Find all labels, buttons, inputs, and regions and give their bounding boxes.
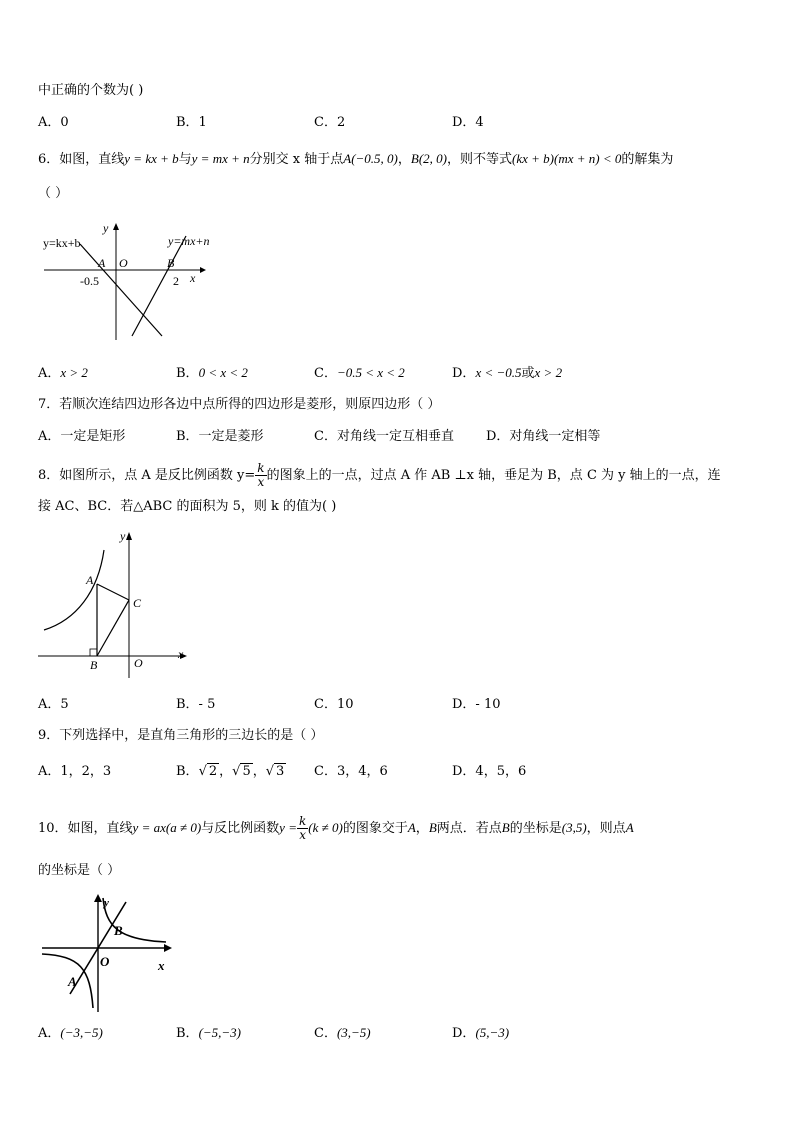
q10-label-a: A <box>68 974 77 989</box>
q9-radicand: 5 <box>242 764 251 779</box>
q8-fraction <box>255 462 266 489</box>
q6-option-b <box>176 364 248 383</box>
q6-x-arrow <box>200 267 206 273</box>
q10-text: ， <box>415 821 429 836</box>
q6-text: 的解集为 <box>621 152 674 167</box>
q10-coord: (3,5) <box>561 820 587 835</box>
q8-frac-den: x <box>257 475 265 489</box>
q10-y-arrow <box>94 894 102 902</box>
q9-radicand: 3 <box>276 764 285 779</box>
q8-label-x: x <box>178 647 184 661</box>
q6-label-kxb: y=kx+b <box>43 236 81 250</box>
q10-figure <box>40 890 180 1014</box>
q6-inequality: (kx + b)(mx + n) < 0 <box>512 151 622 166</box>
q6-point-b: B(2, 0) <box>410 151 447 166</box>
q9-radicand: 2 <box>208 764 218 779</box>
q8-figure <box>36 528 196 680</box>
q8-y-arrow <box>126 532 132 540</box>
q10-text: 两点．若点 <box>436 821 502 836</box>
q9-sqrt-2: √ 2 <box>198 764 218 779</box>
q6-label-o: O <box>119 256 128 270</box>
q6-text: ， <box>397 152 411 167</box>
q10-cond1: (a ≠ 0) <box>165 820 202 835</box>
q6-text: ，则不等式 <box>447 152 513 167</box>
q6-label-a: A <box>98 256 106 270</box>
q10-option-d <box>452 1024 509 1043</box>
q10-opt-d-value: (5,−3) <box>475 1025 510 1040</box>
q6-opt-c-value: −0.5 < x < 2 <box>336 365 405 380</box>
q8-segment-ac <box>97 584 129 600</box>
q10-label-b: B <box>114 923 123 938</box>
q8-label-a: A <box>86 573 94 587</box>
q8-frac-num: k <box>257 461 265 475</box>
q10-opt-label: A． <box>38 1026 61 1041</box>
q10-text: 的图象交于 <box>342 821 408 836</box>
q9-stem: 9．下列选择中，是直角三角形的三边长的是（ ） <box>38 728 324 743</box>
q8-option-a: A．5 <box>38 697 69 712</box>
q8-option-b: B．- 5 <box>176 697 216 712</box>
q8-hyperbola <box>44 550 104 630</box>
q8-option-d: D．- 10 <box>452 697 501 712</box>
q10-opt-c-value: (3,−5) <box>336 1025 371 1040</box>
q10-point-a: A <box>625 820 634 835</box>
q10-label-x: x <box>158 958 165 973</box>
q10-point-b: B <box>501 820 510 835</box>
q9-option-d: D．4，5，6 <box>452 764 527 779</box>
q6-opt-d-value1: x < −0.5 <box>475 365 522 380</box>
q10-text: 与反比例函数 <box>201 821 280 836</box>
q10-fraction <box>297 815 308 842</box>
q9-option-b <box>176 763 286 781</box>
q6-text: 6．如图，直线 <box>38 152 125 167</box>
q6-label-x: x <box>190 271 196 285</box>
q10-option-a <box>38 1024 103 1043</box>
q6-answer-paren: （ ） <box>38 186 69 201</box>
q6-stem <box>38 150 673 169</box>
q6-figure <box>40 218 210 343</box>
q5-option-d: D．4 <box>452 115 484 130</box>
q8-segment-bc <box>97 600 129 656</box>
q6-opt-label: B． <box>176 366 199 381</box>
q6-opt-d-or: 或 <box>521 366 535 381</box>
q6-option-d <box>452 364 562 383</box>
q10-x-arrow <box>164 944 172 952</box>
q10-opt-label: C． <box>314 1026 337 1041</box>
q10-point-a: A <box>407 820 416 835</box>
q6-label-mxn: y=mx+n <box>168 234 210 248</box>
q5-option-a: A．0 <box>38 115 69 130</box>
q10-opt-a-value: (−3,−5) <box>60 1025 103 1040</box>
q6-opt-b-value: 0 < x < 2 <box>198 365 248 380</box>
q10-yeq: y = <box>279 820 297 835</box>
q10-option-c <box>314 1024 371 1043</box>
q6-label-b: B <box>167 256 175 270</box>
q6-label-y: y <box>103 221 109 235</box>
q10-label-o: O <box>100 954 110 969</box>
q8-label-b: B <box>90 658 98 672</box>
q6-y-arrow <box>113 223 119 230</box>
q10-label-y: y <box>104 897 109 909</box>
q9-option-a: A．1，2，3 <box>38 764 112 779</box>
q6-opt-label: A． <box>38 366 61 381</box>
q10-opt-label: D． <box>452 1026 476 1041</box>
q10-text: 10．如图，直线 <box>38 821 133 836</box>
q10-point-b: B <box>428 820 437 835</box>
q5-option-b: B．1 <box>176 115 207 130</box>
q10-eq1: y = ax <box>132 820 166 835</box>
q9-sep: ， <box>219 764 233 779</box>
q6-eq2: y = mx + n <box>191 151 250 166</box>
q9-option-c: C．3，4，6 <box>314 764 388 779</box>
q10-text: 的坐标是 <box>509 821 562 836</box>
q7-option-a: A．一定是矩形 <box>38 429 126 444</box>
q6-option-c <box>314 364 405 383</box>
q7-option-b: B．一定是菱形 <box>176 429 264 444</box>
q5-option-c: C．2 <box>314 115 346 130</box>
q6-text: 分别交 x 轴于点 <box>249 152 344 167</box>
q6-text: 与 <box>178 152 192 167</box>
q8-right-angle <box>90 649 97 656</box>
q9-sqrt-3: √ 3 <box>265 764 285 779</box>
q10-hyperbola-q1 <box>103 898 166 942</box>
q6-eq1: y = kx + b <box>124 151 179 166</box>
q7-option-c: C．对角线一定互相垂直 <box>314 429 454 444</box>
q8-stem-line1 <box>38 462 721 489</box>
q8-label-y: y <box>120 529 126 543</box>
q6-option-a <box>38 364 88 383</box>
q10-stem-line2: 的坐标是（ ） <box>38 863 121 878</box>
q10-opt-b-value: (−5,−3) <box>198 1025 242 1040</box>
q6-opt-label: D． <box>452 366 476 381</box>
q8-option-c: C．10 <box>314 697 354 712</box>
q6-opt-a-value: x > 2 <box>60 365 88 380</box>
q6-point-a: A(−0.5, 0) <box>343 151 398 166</box>
q10-text: ，则点 <box>586 821 626 836</box>
q10-stem-line1 <box>38 815 634 842</box>
q6-opt-d-value2: x > 2 <box>534 365 563 380</box>
q6-label-neg05: -0.5 <box>80 274 99 288</box>
q8-label-o: O <box>134 656 143 670</box>
q7-option-d: D．对角线一定相等 <box>486 429 601 444</box>
q6-label-2: 2 <box>173 274 179 288</box>
q10-option-b <box>176 1024 241 1043</box>
q10-cond2: (k ≠ 0) <box>308 820 343 835</box>
q10-frac-den: x <box>299 828 306 842</box>
q8-text: 8．如图所示，点 A 是反比例函数 y= <box>38 468 256 483</box>
q8-text: 的图象上的一点，过点 A 作 AB ⊥x 轴，垂足为 B，点 C 为 y 轴上的一点，连 <box>266 468 721 483</box>
q8-stem-line2: 接 AC、BC．若△ABC 的面积为 5，则 k 的值为( ) <box>38 499 337 514</box>
q10-opt-label: B． <box>176 1026 199 1041</box>
q5-stem-tail: 中正确的个数为( ) <box>38 83 144 98</box>
q10-frac-num: k <box>298 814 307 828</box>
q9-sep: ， <box>252 764 266 779</box>
q9-opt-label: B． <box>176 764 199 779</box>
q7-stem: 7．若顺次连结四边形各边中点所得的四边形是菱形，则原四边形（ ） <box>38 397 441 412</box>
q8-label-c: C <box>133 596 142 610</box>
q6-opt-label: C． <box>314 366 337 381</box>
q9-sqrt-5: √ 5 <box>232 764 251 779</box>
